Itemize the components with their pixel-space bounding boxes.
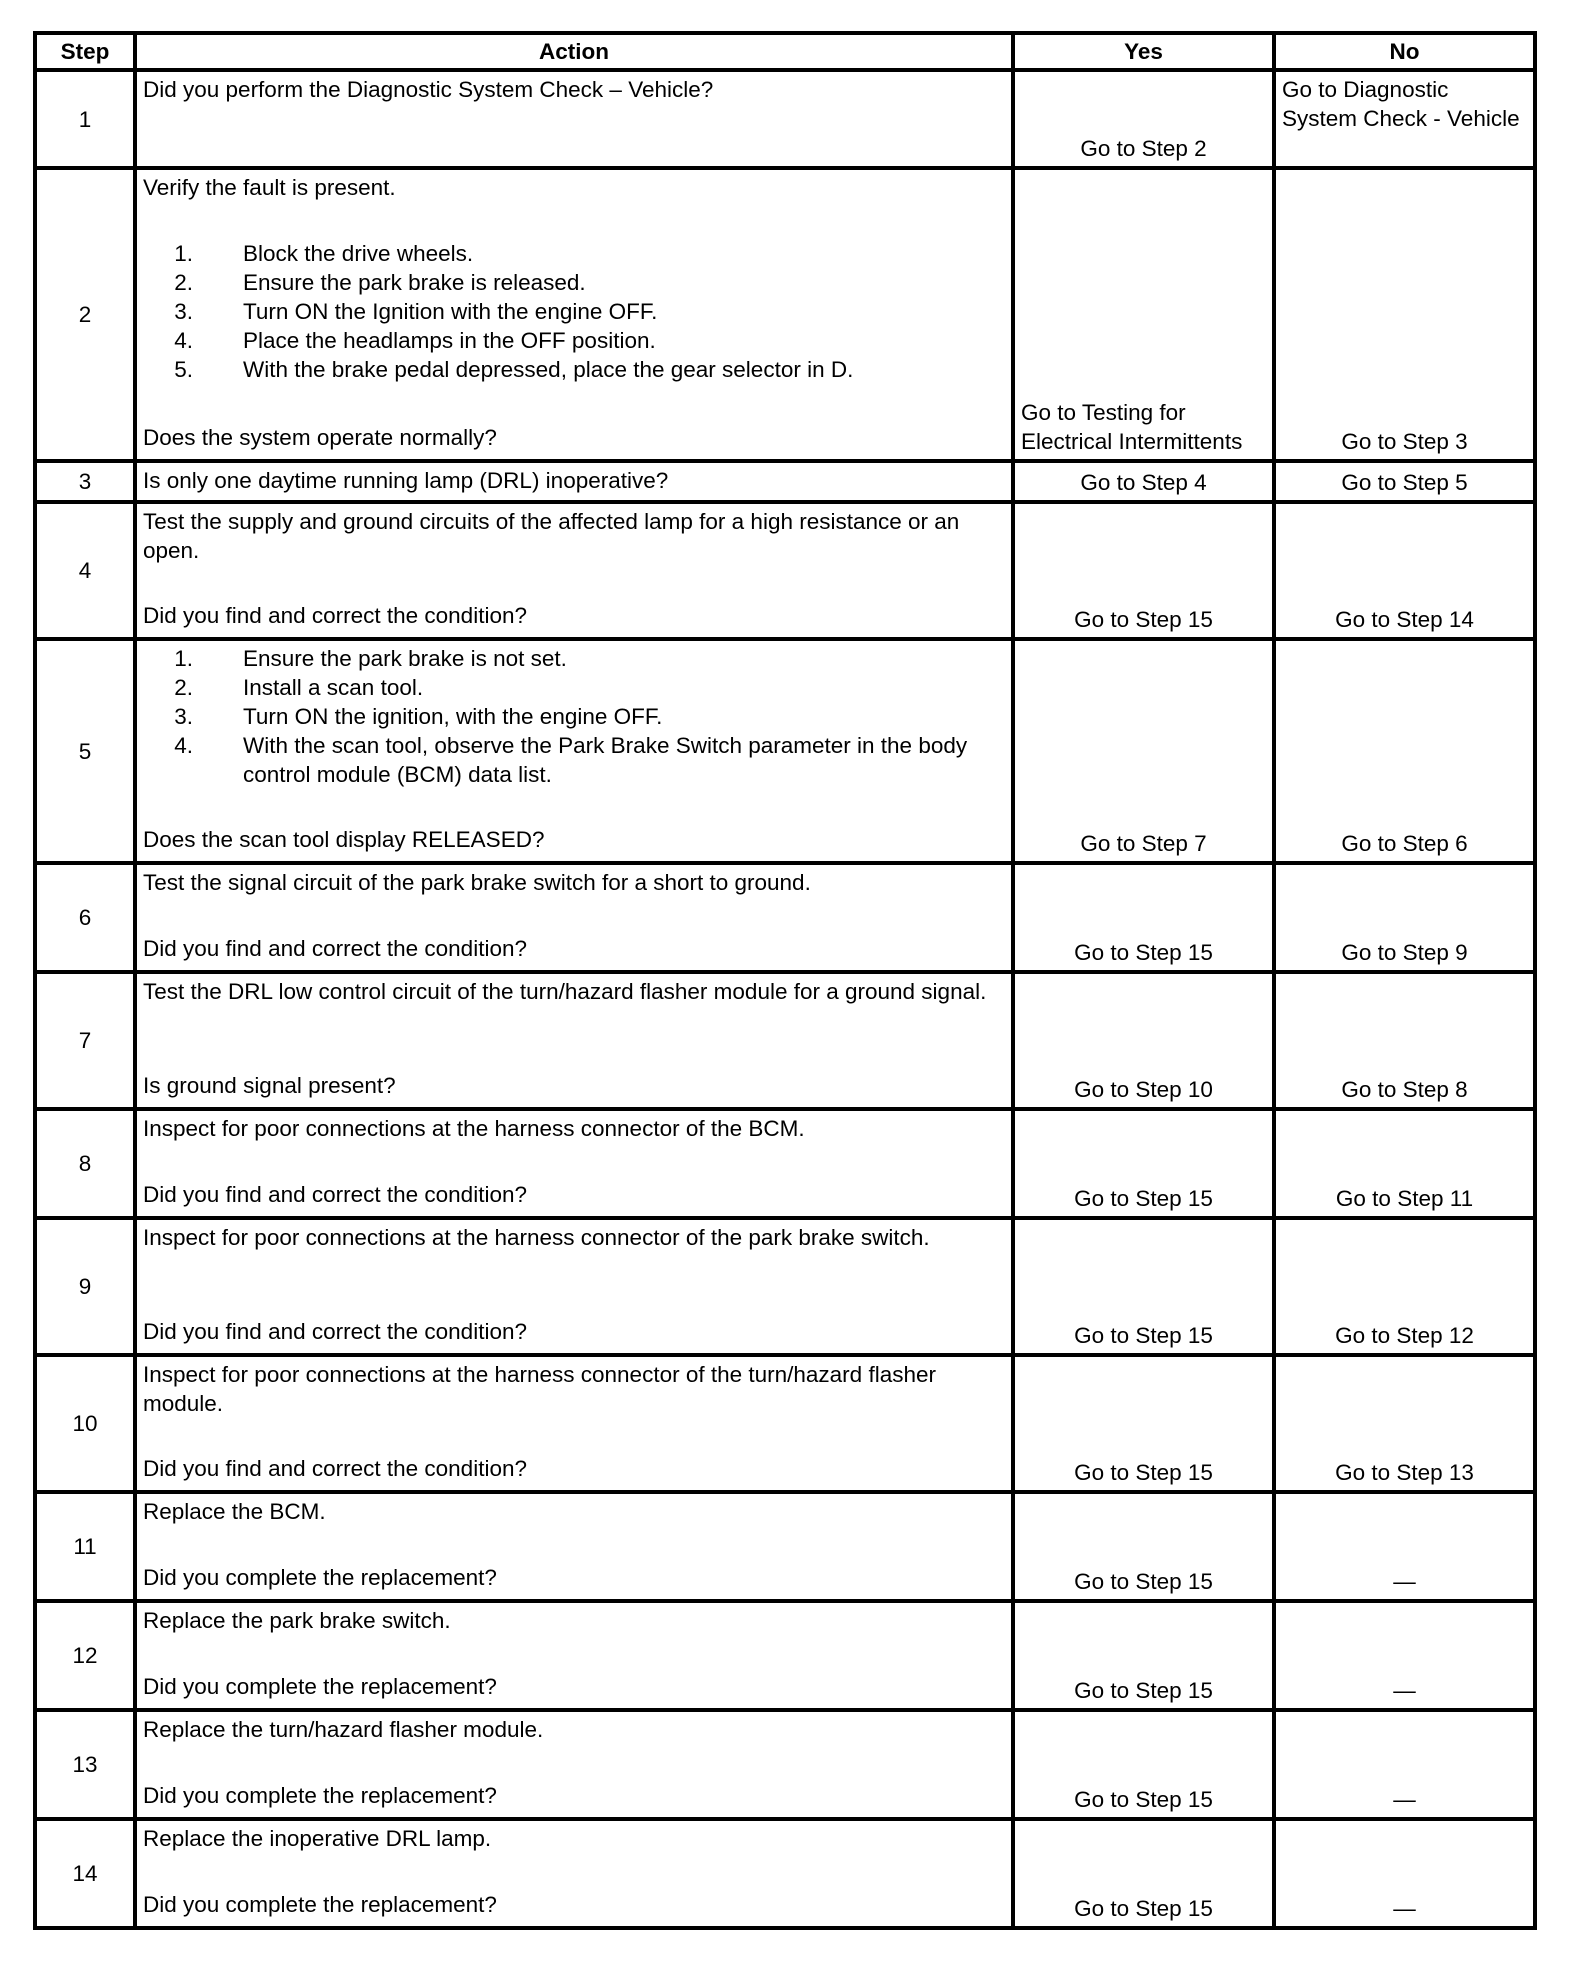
- action-text: Inspect for poor connections at the harness connector of the park brake switch.: [143, 1225, 930, 1250]
- step-number: 3: [35, 461, 135, 502]
- step-number: 12: [35, 1601, 135, 1710]
- table-row: [35, 168, 1535, 461]
- action-cell: [135, 168, 1013, 461]
- action-question: Is ground signal present?: [143, 1073, 396, 1098]
- step-number: 7: [35, 972, 135, 1109]
- action-question: Did you find and correct the condition?: [143, 1182, 527, 1207]
- action-text: Inspect for poor connections at the harness connector of the BCM.: [143, 1116, 805, 1141]
- step-number: 14: [35, 1819, 135, 1928]
- action-cell: [135, 1819, 1013, 1928]
- step-number: 9: [35, 1218, 135, 1355]
- header-no: No: [1274, 33, 1535, 70]
- procedure-list: [143, 239, 1005, 384]
- list-item: 1. Block the drive wheels.: [174, 241, 474, 266]
- table-row: [35, 1109, 1535, 1218]
- action-question: Does the scan tool display RELEASED?: [143, 827, 545, 852]
- action-text: Verify the fault is present.: [143, 175, 396, 200]
- yes-result: Go to Step 15: [1013, 1710, 1274, 1819]
- step-number: 1: [35, 70, 135, 168]
- step-number: 10: [35, 1355, 135, 1492]
- yes-result: Go to Step 15: [1013, 1492, 1274, 1601]
- step-number: 11: [35, 1492, 135, 1601]
- procedure-list: [143, 644, 1005, 789]
- action-question: Did you find and correct the condition?: [143, 936, 527, 961]
- header-action: Action: [135, 33, 1013, 70]
- action-text: Test the DRL low control circuit of the turn/hazard flasher module for a ground signal.: [143, 979, 987, 1004]
- table-row: [35, 863, 1535, 972]
- no-result: —: [1274, 1492, 1535, 1601]
- table-row: [35, 70, 1535, 168]
- action-cell: [135, 639, 1013, 863]
- step-number: 6: [35, 863, 135, 972]
- action-text: Replace the BCM.: [143, 1499, 326, 1524]
- action-question: Did you complete the replacement?: [143, 1674, 497, 1699]
- action-cell: [135, 1109, 1013, 1218]
- yes-result: Go to Step 15: [1013, 1355, 1274, 1492]
- yes-result: Go to Testing for Electrical Intermittents: [1013, 168, 1274, 461]
- action-text: Is only one daytime running lamp (DRL) inoperative?: [143, 468, 669, 493]
- action-cell: [135, 461, 1013, 502]
- table-row: [35, 1218, 1535, 1355]
- step-number: 2: [35, 168, 135, 461]
- table-row: [35, 639, 1535, 863]
- action-cell: [135, 863, 1013, 972]
- no-result: Go to Step 12: [1274, 1218, 1535, 1355]
- action-text: Inspect for poor connections at the harness connector of the turn/hazard flasher module.: [143, 1362, 936, 1416]
- list-item: 3. Turn ON the Ignition with the engine OFF.: [174, 299, 658, 324]
- list-item: 1. Ensure the park brake is not set.: [174, 646, 567, 671]
- action-cell: [135, 1492, 1013, 1601]
- step-number: 8: [35, 1109, 135, 1218]
- action-question: Did you complete the replacement?: [143, 1565, 497, 1590]
- table-row: [35, 1355, 1535, 1492]
- action-cell: [135, 1710, 1013, 1819]
- table-row: [35, 461, 1535, 502]
- no-result: Go to Step 6: [1274, 639, 1535, 863]
- no-result: —: [1274, 1819, 1535, 1928]
- no-result: Go to Step 8: [1274, 972, 1535, 1109]
- yes-result: Go to Step 2: [1013, 70, 1274, 168]
- list-item: 5. With the brake pedal depressed, place the gear selector in D.: [174, 357, 854, 382]
- table-row: [35, 502, 1535, 639]
- no-result: —: [1274, 1710, 1535, 1819]
- yes-result: Go to Step 15: [1013, 1218, 1274, 1355]
- yes-result: Go to Step 4: [1013, 461, 1274, 502]
- action-cell: [135, 502, 1013, 639]
- step-number: 13: [35, 1710, 135, 1819]
- table-row: [35, 1819, 1535, 1928]
- action-text: Test the supply and ground circuits of the affected lamp for a high resistance or an open.: [143, 509, 960, 563]
- action-text: Test the signal circuit of the park brake switch for a short to ground.: [143, 870, 811, 895]
- action-text: Replace the turn/hazard flasher module.: [143, 1717, 544, 1742]
- list-item: 2. Ensure the park brake is released.: [174, 270, 586, 295]
- header-yes: Yes: [1013, 33, 1274, 70]
- header-step: Step: [35, 33, 135, 70]
- yes-result: Go to Step 15: [1013, 1109, 1274, 1218]
- action-question: Did you find and correct the condition?: [143, 603, 527, 628]
- action-question: Does the system operate normally?: [143, 425, 497, 450]
- no-result: —: [1274, 1601, 1535, 1710]
- no-result: Go to Step 3: [1274, 168, 1535, 461]
- action-cell: [135, 972, 1013, 1109]
- yes-result: Go to Step 15: [1013, 502, 1274, 639]
- yes-result: Go to Step 15: [1013, 863, 1274, 972]
- action-question: Did you find and correct the condition?: [143, 1319, 527, 1344]
- step-number: 4: [35, 502, 135, 639]
- yes-result: Go to Step 15: [1013, 1601, 1274, 1710]
- action-question: Did you find and correct the condition?: [143, 1456, 527, 1481]
- action-text: Replace the park brake switch.: [143, 1608, 451, 1633]
- table-row: [35, 1492, 1535, 1601]
- list-item: 2. Install a scan tool.: [174, 675, 424, 700]
- action-text: Replace the inoperative DRL lamp.: [143, 1826, 492, 1851]
- yes-result: Go to Step 7: [1013, 639, 1274, 863]
- no-result: Go to Step 11: [1274, 1109, 1535, 1218]
- table-row: [35, 1710, 1535, 1819]
- no-result: Go to Step 14: [1274, 502, 1535, 639]
- header-row: [35, 33, 1535, 70]
- action-cell: [135, 1218, 1013, 1355]
- action-cell: [135, 1601, 1013, 1710]
- action-text: Did you perform the Diagnostic System Check – Vehicle?: [143, 77, 714, 102]
- yes-result: Go to Step 10: [1013, 972, 1274, 1109]
- action-cell: [135, 1355, 1013, 1492]
- action-question: Did you complete the replacement?: [143, 1783, 497, 1808]
- list-item: 4. Place the headlamps in the OFF position.: [174, 328, 656, 353]
- list-item: 4. With the scan tool, observe the Park Brake Switch parameter in the body control module (BCM) data list.: [174, 733, 968, 787]
- no-result: Go to Diagnostic System Check - Vehicle: [1274, 70, 1535, 168]
- yes-result: Go to Step 15: [1013, 1819, 1274, 1928]
- action-question: Did you complete the replacement?: [143, 1892, 497, 1917]
- no-result: Go to Step 9: [1274, 863, 1535, 972]
- table-row: [35, 1601, 1535, 1710]
- action-cell: [135, 70, 1013, 168]
- no-result: Go to Step 5: [1274, 461, 1535, 502]
- list-item: 3. Turn ON the ignition, with the engine OFF.: [174, 704, 663, 729]
- diagnostic-table: [33, 31, 1537, 1930]
- step-number: 5: [35, 639, 135, 863]
- table-row: [35, 972, 1535, 1109]
- no-result: Go to Step 13: [1274, 1355, 1535, 1492]
